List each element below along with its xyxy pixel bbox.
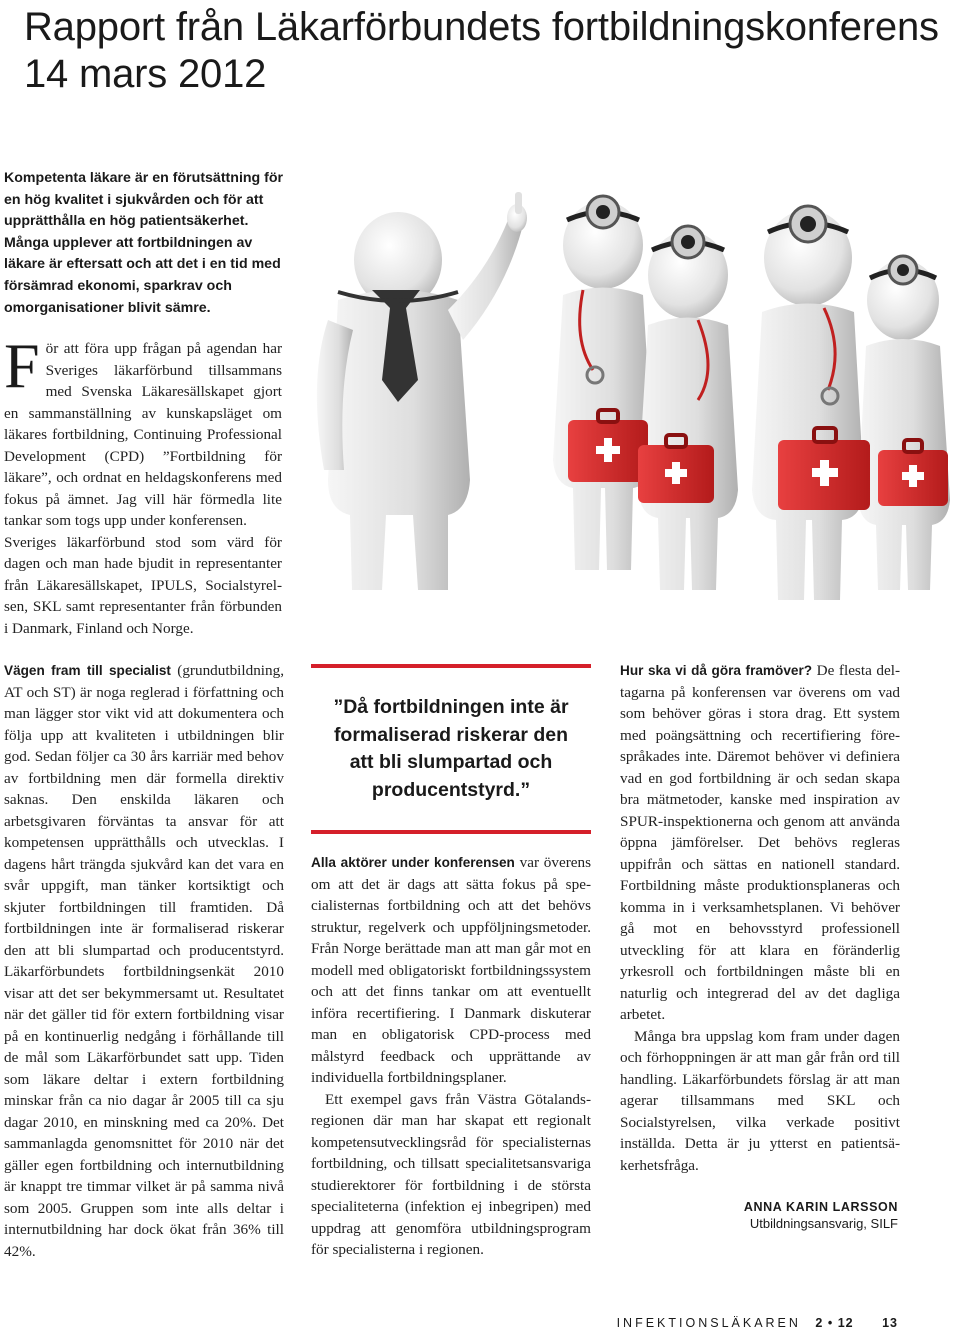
- first-aid-case-1: [568, 410, 648, 482]
- doctors-illustration: [298, 180, 960, 650]
- doctor-2: [638, 226, 738, 590]
- magazine-name: INFEKTIONSLÄKAREN: [616, 1316, 801, 1330]
- col3-paragraph-2: Många bra uppslag kom fram under dagen och förhoppningen är att man går från ord till handling. Läkarförbundets förslag är att man agerar tillsammans med SKL och Socialstyrelsen, vilka verkade positivt inställda. Detta är ju ytterst en patientsäkerhetsfråga.: [620, 1027, 900, 1174]
- col2-paragraph-2: Ett exempel gavs från Västra Götalandsregionen där man har skapat ett regionalt kompetensutvecklingsråd för specialisternas fortbildning, och tillsatt specialitetsansvariga studierektorer för fortbildning i de största specialiteterna (infektion ej inbegripen) med uppdrag att genomföra utbildningsprogram för specialisterna i regionen.: [311, 1090, 591, 1258]
- col1-text: (grundutbildning, AT och ST) är noga reglerad i författning och man lägger stor vikt vid att dokumentera och följa upp att kvaliteten i utbildningen blir god. Sedan följer ca 30 års karriär med behov av fortbildning men där formella direktiv saknas. Den enskilda läkaren och arbetsgivaren förväntas ta ansvar för att kompetensen upprätthålls och utvecklas. I dagens hårt trängda sjukvård kan det vara en svår uppgift, man tänker kortsiktigt och skjuter fortbildningen till framtiden. Då fortbildningen inte är formaliserad riskerar den att bli slumpartad och producentstyrd. Läkarförbundets fortbildningsenkät 2010 visar att det ser bekymmersamt ut. Resultatet när det gäller tid för extern fortbildning visar på en kontinuerlig nedgång i förhållande till de mål som Läkarförbundet satt upp. Tiden som läkare deltar i extern fortbildning minskar från ca nio dagar år 2005 till ca sju dagar 2010, en minskning med ca 20%. Det sammanlagda genomsnittet för 2010 när det gäller egen fortbildning och internutbildning är knappt tre timmar vilket är på samma nivå som 2005. Gruppen som inte alls deltar i internutbildning har dock ökat från 36% till 42%.: [4, 662, 284, 1260]
- intro-paragraph-2: Sveriges läkarförbund stod som värd för dagen och man hade bjudit in representanter från Läkaresällskapet, IPULS, Socialstyrelsen, SKL samt representanter från förbunden i Danmark, Finland och Norge.: [4, 533, 282, 637]
- page-footer: [617, 1316, 898, 1330]
- page-number: 13: [882, 1316, 898, 1330]
- intro-paragraph-1: ör att föra upp frågan på agendan har Sveriges läkarförbund tillsammans med Svenska Läkaresällskapet gjort en sammanställning av kunskapsläget om läkares fortbildning, Continuing Professional Development (CPD) ”Fortbildning för läkare”, och ordnat en heldagskonferens med fokus på ämnet. Jag vill här förmedla lite tankar som togs upp under konferensen.: [4, 340, 282, 529]
- drop-cap: F: [4, 330, 40, 401]
- first-aid-case-3: [778, 428, 870, 510]
- author-name: ANNA KARIN LARSSON: [743, 1200, 898, 1214]
- doctor-1: [553, 196, 653, 570]
- col2-runin: Alla aktörer under konferensen: [311, 855, 515, 870]
- issue-number: 2 • 12: [815, 1316, 854, 1330]
- column-1: [4, 660, 284, 1262]
- article-lead: Kompetenta läkare är en förutsättning för en hög kvalitet i sjukvården och för att upprätthålla en hög patientsäkerhet. Många upplever att fortbildningen av läkare är eftersatt och att det i en tid med försämrad ekonomi, sparkrav och omorganisationer blivit sämre.: [4, 170, 284, 316]
- pull-quote-box: [311, 664, 591, 834]
- pull-quote: ”Då fortbildningen inte är formaliserad riskerar den att bli slumpartad och producentstyrd.”: [333, 696, 569, 801]
- doctor-3: [752, 206, 864, 600]
- col3-text: De flesta deltagarna på konferensen var överens om vad som behöver göras i stora drag. Ett system med poängsättning och recertifiering förespråkades inte. Däremot behöver vi definiera vad en god fortbildning är och sedan skapa bra mätmetoder, kanske med inspiration av SPUR-inspektionerna och genom att använda öppna jämförelser. Det behövs regleras uppifrån och sättas en nationell standard. Fortbildning måste produktionsplaneras och komma in i verksamhetsplanen. Vi behöver gå mot en behovsstyrd professionell utveckling för att klara en föränderlig yrkesroll och fortbildningen måste bli en naturlig och integrerad del av det dagliga arbetet.: [620, 662, 901, 1023]
- column-2: [311, 852, 591, 1261]
- first-aid-case-2: [638, 435, 714, 503]
- teacher-figure: [317, 192, 527, 590]
- article-title: Rapport från Läkarförbundets fortbildningskonferens 14 mars 2012: [24, 5, 939, 96]
- author-signature: [620, 1200, 898, 1231]
- col1-runin: Vägen fram till specialist: [4, 663, 171, 678]
- column-3: [620, 660, 900, 1176]
- doctor-4: [858, 256, 950, 590]
- author-role: Utbildningsansvarig, SILF: [749, 1216, 898, 1231]
- intro-section: [4, 330, 282, 639]
- col2-text: var överens om att det är dags att sätta fokus på specialisternas fortbildning och att det behövs struktur, regelverk och uppföljningsmetoder. Från Norge berättade man att man går mot en modell med obligatoriskt fortbildningssystem och att det finns tankar om att eventuellt införa recertifiering. I Danmark diskuterar man en obligatorisk CPD-process med målstyrd feedback och upprättande av individuella fortbildningsplaner.: [311, 854, 591, 1086]
- col3-runin: Hur ska vi då göra framöver?: [620, 663, 813, 678]
